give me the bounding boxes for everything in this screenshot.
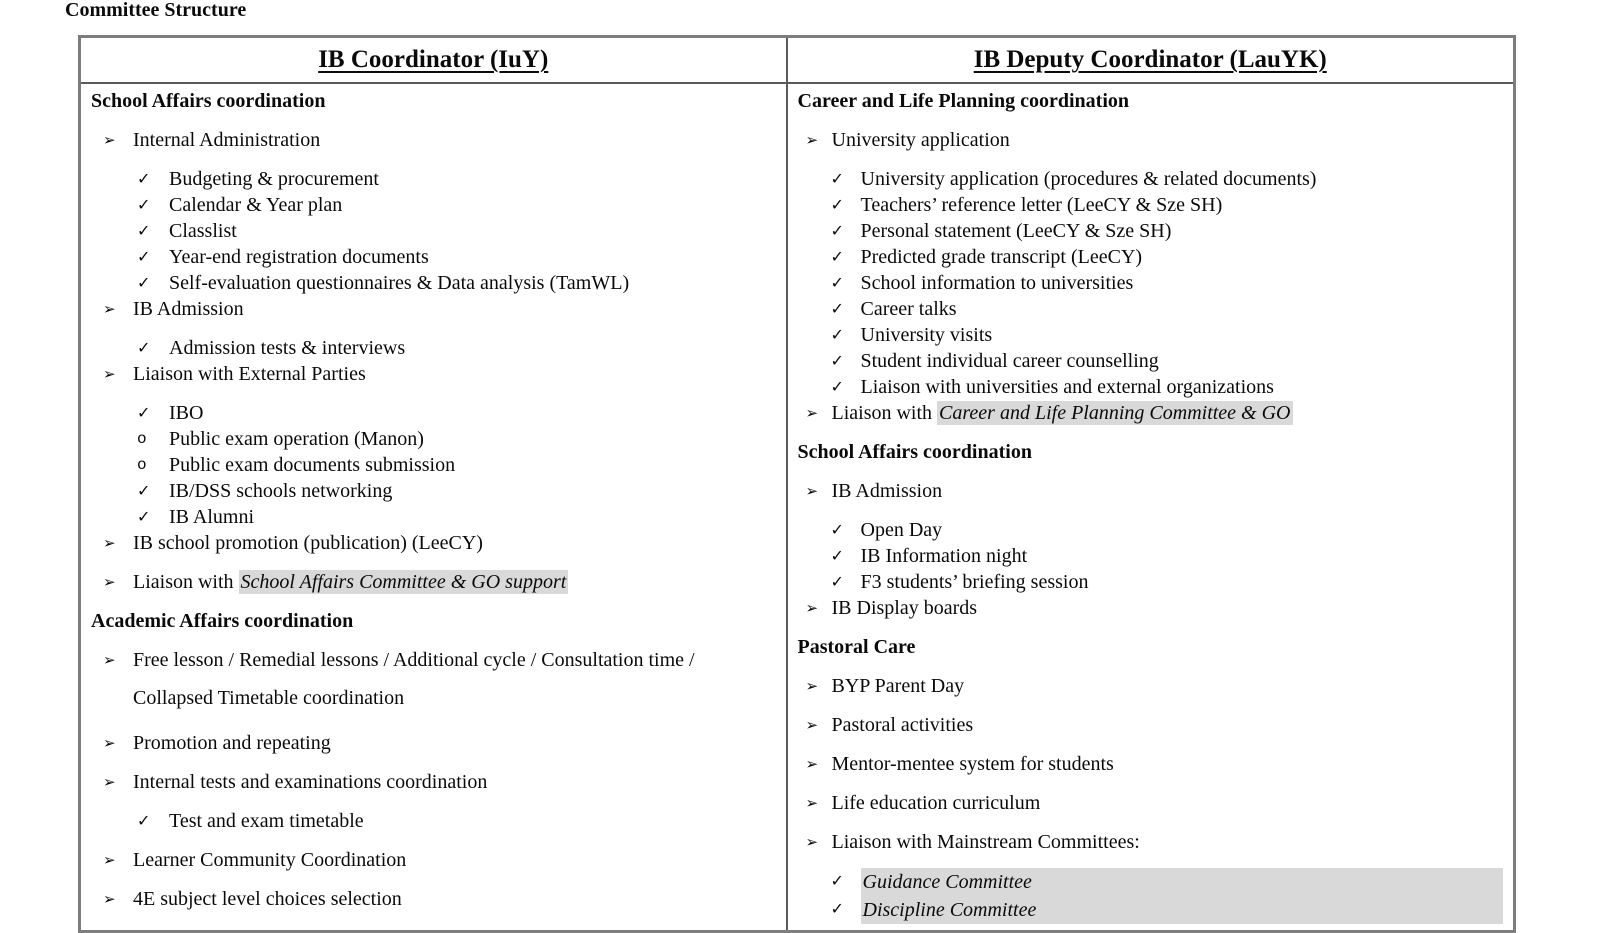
column-header-text: IB Deputy Coordinator (LauYK) [973, 46, 1327, 73]
list-item-text: Public exam operation (Manon) [169, 428, 424, 450]
check-bullet-icon: ✓ [137, 169, 151, 188]
list-item-text: IB Information night [860, 545, 1028, 567]
list-item [798, 896, 1504, 924]
section-heading [91, 608, 776, 634]
list-item-text: IB Display boards [831, 597, 978, 619]
list-item-text: Teachers’ reference letter (LeeCY & Sze SH) [860, 194, 1223, 216]
list-item [798, 218, 1504, 244]
list-item [798, 569, 1504, 595]
arrow-bullet-icon: ➢ [805, 716, 819, 734]
list-item-text: Budgeting & procurement [169, 168, 379, 190]
list-item [91, 769, 776, 795]
list-item [798, 712, 1504, 738]
check-bullet-icon: ✓ [830, 273, 844, 292]
list-item-text: Internal Administration [133, 129, 321, 151]
list-item [91, 426, 776, 452]
list-item-text: Career talks [860, 298, 957, 320]
list-item [91, 504, 776, 530]
list-item [798, 400, 1504, 426]
list-item [798, 673, 1504, 699]
arrow-bullet-icon: ➢ [103, 573, 116, 591]
arrow-bullet-icon: ➢ [103, 734, 116, 752]
list-item-text: Year-end registration documents [169, 246, 429, 268]
list-item [91, 808, 776, 834]
section-heading-text: School Affairs coordination [91, 90, 326, 112]
list-item [91, 730, 776, 756]
circle-bullet-icon: o [137, 430, 147, 448]
list-item [798, 829, 1504, 855]
section-heading [91, 88, 776, 114]
list-item-text: 4E subject level choices selection [133, 888, 402, 910]
list-item [798, 270, 1504, 296]
check-bullet-icon: ✓ [830, 325, 844, 344]
list-item-text: Liaison with Mainstream Committees: [831, 831, 1140, 853]
list-item [91, 166, 776, 192]
check-bullet-icon: ✓ [137, 221, 151, 240]
column-header-ib-coordinator [80, 37, 787, 84]
list-item-text: Internal tests and examinations coordination [133, 771, 488, 793]
check-bullet-icon: ✓ [137, 338, 151, 357]
list-item-text: Open Day [860, 519, 943, 541]
list-item [798, 543, 1504, 569]
check-bullet-icon: ✓ [830, 247, 844, 266]
section-heading-text: Pastoral Care [797, 636, 916, 658]
list-item-text: Free lesson / Remedial lessons / Additional cycle / Consultation time / Collapsed Timetable coordination [133, 649, 695, 709]
list-item-text: Personal statement (LeeCY & Sze SH) [860, 220, 1172, 242]
list-item-text: Pastoral activities [831, 714, 974, 736]
committee-structure-table [78, 35, 1516, 933]
section-heading [798, 634, 1504, 660]
list-item-text: University visits [860, 324, 993, 346]
check-bullet-icon: ✓ [830, 546, 844, 565]
list-item [91, 270, 776, 296]
check-bullet-icon: ✓ [137, 195, 151, 214]
list-item-text: Mentor-mentee system for students [831, 753, 1114, 775]
ib-deputy-coordinator-cell [787, 83, 1515, 932]
list-item [798, 166, 1504, 192]
list-item-text: Calendar & Year plan [169, 194, 343, 216]
list-item-text: BYP Parent Day [831, 675, 965, 697]
arrow-bullet-icon: ➢ [103, 534, 116, 552]
column-header-text: IB Coordinator (IuY) [318, 46, 549, 73]
arrow-bullet-icon: ➢ [103, 300, 116, 318]
list-item-text: F3 students’ briefing session [860, 571, 1089, 593]
ib-coordinator-cell [80, 83, 787, 932]
list-item-text: Guidance Committee [861, 868, 1504, 896]
check-bullet-icon: ✓ [830, 221, 844, 240]
arrow-bullet-icon: ➢ [805, 755, 819, 773]
check-bullet-icon: ✓ [830, 299, 844, 318]
list-item [91, 400, 776, 426]
section-heading [798, 439, 1504, 465]
list-item-text: Classlist [169, 220, 237, 242]
list-item-text: IB Admission [133, 298, 244, 320]
list-item-text-prefix: Liaison with [133, 571, 239, 593]
list-item-text: Predicted grade transcript (LeeCY) [860, 246, 1143, 268]
list-item [91, 478, 776, 504]
check-bullet-icon: ✓ [830, 572, 844, 591]
arrow-bullet-icon: ➢ [103, 851, 116, 869]
list-item [91, 530, 776, 556]
list-item [798, 296, 1504, 322]
check-bullet-icon: ✓ [830, 169, 844, 188]
list-item [798, 244, 1504, 270]
list-item [798, 322, 1504, 348]
list-item-text [133, 569, 776, 595]
arrow-bullet-icon: ➢ [103, 365, 116, 383]
section-heading-text: Career and Life Planning coordination [797, 90, 1130, 112]
list-item [798, 127, 1504, 153]
list-item [91, 218, 776, 244]
list-item-text: School information to universities [860, 272, 1134, 294]
list-item-text: University application (procedures & related documents) [860, 168, 1317, 190]
list-item [798, 751, 1504, 777]
arrow-bullet-icon: ➢ [805, 794, 819, 812]
list-item-text: Test and exam timetable [169, 810, 364, 832]
list-item [798, 192, 1504, 218]
list-item [91, 886, 776, 912]
check-bullet-icon: ✓ [830, 871, 844, 890]
column-header-ib-deputy-coordinator [787, 37, 1515, 84]
list-item [91, 127, 776, 153]
list-item-text: Public exam documents submission [169, 454, 456, 476]
table-body-row [80, 83, 1515, 932]
list-item-text: Discipline Committee [861, 896, 1504, 924]
arrow-bullet-icon: ➢ [103, 890, 116, 908]
list-item-text: Liaison with External Parties [133, 363, 366, 385]
list-item-text-prefix: Liaison with [831, 402, 938, 424]
list-item-text: Student individual career counselling [860, 350, 1159, 372]
list-item-text: IB/DSS schools networking [169, 480, 393, 502]
arrow-bullet-icon: ➢ [805, 482, 819, 500]
check-bullet-icon: ✓ [137, 811, 151, 830]
section-heading-text: Academic Affairs coordination [91, 610, 354, 632]
list-item-text: IB Alumni [169, 506, 255, 528]
arrow-bullet-icon: ➢ [805, 599, 819, 617]
list-item [91, 192, 776, 218]
list-item [91, 569, 776, 595]
list-item [91, 641, 776, 717]
check-bullet-icon: ✓ [137, 273, 151, 292]
list-item-text: IBO [169, 402, 204, 424]
arrow-bullet-icon: ➢ [805, 404, 819, 422]
list-item [798, 517, 1504, 543]
highlighted-text: School Affairs Committee & GO support [240, 571, 567, 593]
list-item-text: IB Admission [831, 480, 943, 502]
list-item [798, 868, 1504, 896]
check-bullet-icon: ✓ [137, 247, 151, 266]
arrow-bullet-icon: ➢ [103, 131, 116, 149]
section-heading-text: School Affairs coordination [797, 441, 1032, 463]
list-item-text: Life education curriculum [831, 792, 1041, 814]
check-bullet-icon: ✓ [137, 403, 151, 422]
list-item-text [832, 400, 1504, 426]
list-item [91, 335, 776, 361]
section-heading [798, 88, 1504, 114]
check-bullet-icon: ✓ [137, 507, 151, 526]
table-header-row [80, 37, 1515, 84]
list-item [91, 847, 776, 873]
list-item [798, 374, 1504, 400]
list-item [91, 296, 776, 322]
highlighted-text: Career and Life Planning Committee & GO [939, 402, 1291, 424]
arrow-bullet-icon: ➢ [805, 677, 819, 695]
ib-deputy-coordinator-list [798, 88, 1504, 924]
check-bullet-icon: ✓ [830, 520, 844, 539]
list-item [798, 348, 1504, 374]
check-bullet-icon: ✓ [830, 899, 844, 918]
list-item [798, 595, 1504, 621]
arrow-bullet-icon: ➢ [103, 651, 116, 669]
check-bullet-icon: ✓ [830, 195, 844, 214]
arrow-bullet-icon: ➢ [805, 131, 819, 149]
list-item [91, 452, 776, 478]
check-bullet-icon: ✓ [830, 351, 844, 370]
list-item-text: Promotion and repeating [133, 732, 331, 754]
list-item-text: IB school promotion (publication) (LeeCY) [133, 532, 483, 554]
list-item-text: University application [831, 129, 1010, 151]
list-item [798, 790, 1504, 816]
list-item [91, 244, 776, 270]
circle-bullet-icon: o [137, 456, 147, 474]
list-item-text: Liaison with universities and external organizations [860, 376, 1274, 398]
page-title: Committee Structure [65, 0, 247, 21]
arrow-bullet-icon: ➢ [103, 773, 116, 791]
list-item [91, 361, 776, 387]
ib-coordinator-list [91, 88, 776, 912]
list-item-text: Admission tests & interviews [169, 337, 406, 359]
list-item-text: Self-evaluation questionnaires & Data analysis (TamWL) [169, 272, 630, 294]
list-item-text: Learner Community Coordination [133, 849, 407, 871]
arrow-bullet-icon: ➢ [805, 833, 819, 851]
check-bullet-icon: ✓ [137, 481, 151, 500]
list-item [798, 478, 1504, 504]
check-bullet-icon: ✓ [830, 377, 844, 396]
